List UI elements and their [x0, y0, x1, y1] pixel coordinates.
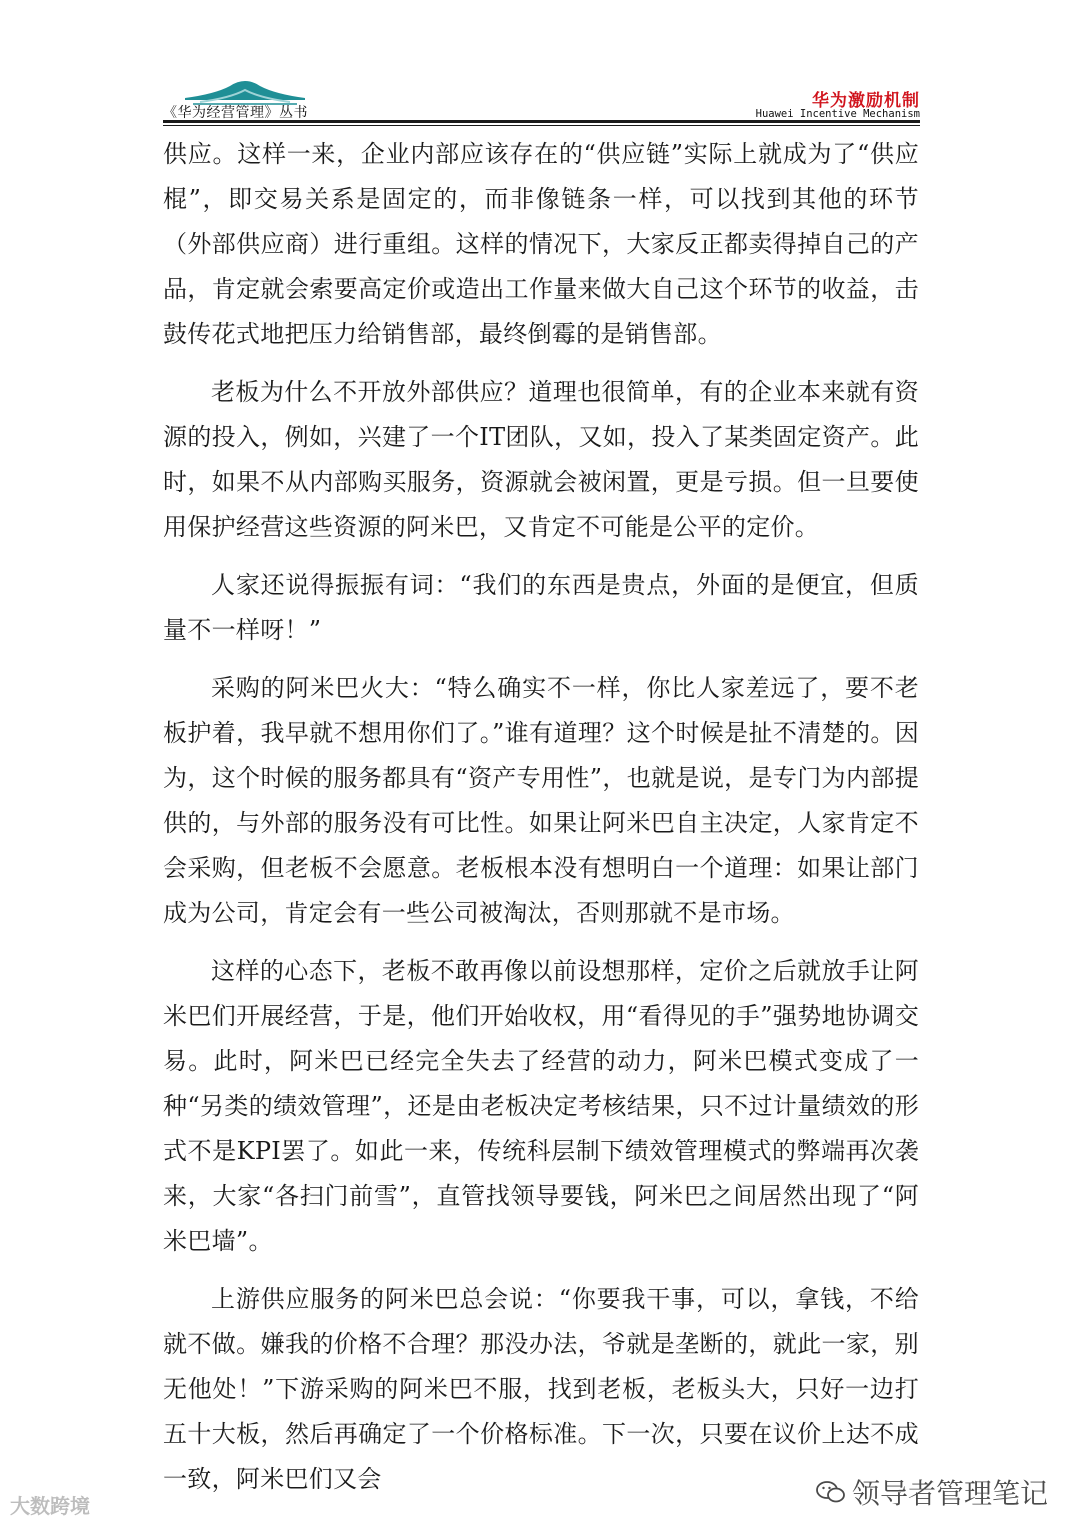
- paragraph: 采购的阿米巴火大：“特么确实不一样，你比人家差远了，要不老板护着，我早就不想用你们了。”谁有道理？这个时候是扯不清楚的。因为，这个时候的服务都具有“资产专用性”，也就是说，是专门为内部提供的，与外部的服务没有可比性。如果让阿米巴自主决定，人家肯定不会采购，但老板不会愿意。老板根本没有想明白一个道理：如果让部门成为公司，肯定会有一些公司被淘汰，否则那就不是市场。: [163, 674, 919, 927]
- body-text: [163, 132, 919, 1515]
- paragraph: 老板为什么不开放外部供应？道理也很简单，有的企业本来就有资源的投入，例如，兴建了一个IT团队，又如，投入了某类固定资产。此时，如果不从内部购买服务，资源就会被闲置，更是亏损。但一旦要使用保护经营这些资源的阿米巴，又肯定不可能是公平的定价。: [163, 378, 919, 541]
- watermark-left: 大数跨境: [10, 1496, 90, 1518]
- page-header: [163, 72, 920, 122]
- watermark-right-text: 领导者管理笔记: [851, 1478, 1048, 1509]
- paragraph: 这样的心态下，老板不敢再像以前设想那样，定价之后就放手让阿米巴们开展经营，于是，他们开始收权，用“看得见的手”强势地协调交易。此时，阿米巴已经完全失去了经营的动力，阿米巴模式变成了一种“另类的绩效管理”，还是由老板决定考核结果，只不过计量绩效的形式不是KPI罢了。如此一来，传统科层制下绩效管理模式的弊端再次袭来，大家“各扫门前雪”，直管找领导要钱，阿米巴之间居然出现了“阿米巴墙”。: [163, 957, 919, 1255]
- watermark-right: [816, 1472, 1048, 1512]
- paragraph: 供应。这样一来，企业内部应该存在的“供应链”实际上就成为了“供应棍”，即交易关系是固定的，而非像链条一样，可以找到其他的环节（外部供应商）进行重组。这样的情况下，大家反正都卖得掉自己的产品，肯定就会索要高定价或造出工作量来做大自己这个环节的收益，击鼓传花式地把压力给销售部，最终倒霉的是销售部。: [163, 140, 919, 348]
- wechat-icon: [816, 1480, 846, 1504]
- header-rule-thin: [163, 125, 920, 126]
- header-rule: [163, 120, 920, 123]
- series-title: 《华为经营管理》丛书: [163, 104, 308, 120]
- book-subtitle: Huawei Incentive Mechanism: [755, 108, 920, 120]
- paragraph: 上游供应服务的阿米巴总会说：“你要我干事，可以，拿钱，不给就不做。嫌我的价格不合理？那没办法，爷就是垄断的，就此一家，别无他处！”下游采购的阿米巴不服，找到老板，老板头大，只好一边打五十大板，然后再确定了一个价格标准。下一次，只要在议价上达不成一致，阿米巴们又会: [163, 1285, 919, 1493]
- paragraph: 人家还说得振振有词：“我们的东西是贵点，外面的是便宜，但质量不一样呀！”: [163, 571, 919, 644]
- book-title: 华为激励机制: [812, 91, 920, 110]
